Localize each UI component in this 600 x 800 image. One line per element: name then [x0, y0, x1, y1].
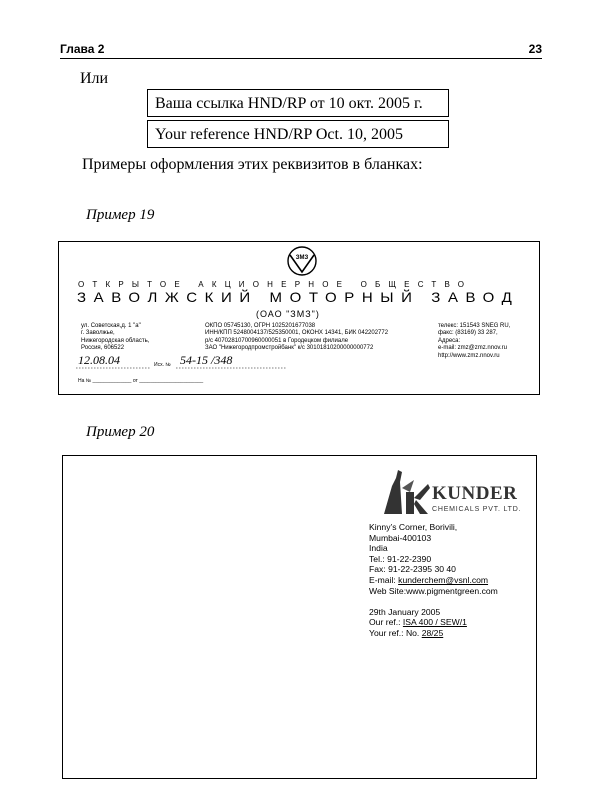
handwritten-number: 54-15 /348: [180, 353, 233, 367]
kunder-company-subtitle: CHEMICALS PVT. LTD.: [432, 506, 522, 513]
letterhead-subtitle: ОТКРЫТОЕ АКЦИОНЕРНОЕ ОБЩЕСТВО: [78, 280, 473, 289]
your-ref-label: Your ref.: No.: [369, 627, 422, 638]
date-number-line: [76, 353, 286, 370]
chapter-title: Глава 2: [60, 42, 105, 56]
contact-line: http://www.zmz.nnov.ru: [438, 352, 500, 359]
registration-line: ОКПО 05745130, ОГРН 1025201677038: [205, 323, 316, 329]
our-ref-value: ISA 400 / SEW/1: [402, 617, 467, 628]
kunder-info-block: [369, 522, 498, 639]
tel-line: Tel.: 91-22-2390: [369, 553, 432, 564]
address-line: Mumbai-400103: [369, 532, 432, 543]
contact-line: Адреса:: [438, 337, 461, 344]
kunder-company-name: KUNDER: [432, 483, 518, 504]
letterhead-address: [81, 323, 149, 353]
alternative-word: Или: [80, 70, 109, 87]
letterhead-company-name: ЗАВОЛЖСКИЙ МОТОРНЫЙ ЗАВОД: [77, 289, 520, 306]
running-header: [60, 42, 542, 59]
address-line: Россия, 606522: [81, 345, 125, 352]
address-line: Нижегородская область,: [81, 337, 150, 344]
kunder-logo-icon: [380, 468, 432, 516]
zmz-logo-icon: [285, 245, 319, 277]
registration-line: ЗАО "Нижегородпромстройбанк" к/с 30101810200000000772: [205, 345, 374, 352]
registration-line: р/с 40702810700960000051 в Городецком филиале: [205, 337, 349, 344]
outgoing-number-label: Исх. №: [154, 362, 171, 368]
contact-line: телекс: 151543 SNEG RU,: [438, 323, 511, 329]
letterhead-zmz: [58, 241, 540, 395]
letter-date: 29th January 2005: [369, 606, 441, 617]
zmz-logo-text: ЗМЗ: [295, 255, 309, 261]
email-link[interactable]: kunderchem@vsnl.com: [398, 574, 489, 585]
email-label: E-mail:: [369, 574, 399, 585]
reference-box-english: Your reference HND/RP Oct. 10, 2005: [147, 120, 449, 148]
address-line: г. Заволжье,: [81, 330, 115, 337]
address-line: ул. Советская,д. 1 "а": [81, 323, 141, 329]
letterhead-registration: [205, 323, 388, 353]
address-line: Kinny’s Corner, Borivili,: [369, 522, 458, 532]
reference-box-russian: Ваша ссылка HND/RP от 10 окт. 2005 г.: [147, 89, 449, 117]
example-19-label: Пример 19: [86, 207, 155, 223]
address-line: India: [369, 543, 388, 554]
our-ref-line: [369, 617, 498, 628]
contact-line: факс: (83169) 33 287,: [438, 330, 498, 337]
contact-line: e-mail: zmz@zmz.nnov.ru: [438, 345, 507, 352]
letterhead-kunder: [62, 455, 537, 779]
page-number: 23: [528, 42, 542, 56]
letterhead-contacts: [438, 323, 510, 360]
letterhead-short-name: (ОАО "ЗМЗ"): [256, 309, 320, 319]
your-ref-value: 28/25: [421, 627, 444, 638]
fax-line: Fax: 91-22-2395 30 40: [369, 564, 456, 575]
example-20-label: Пример 20: [86, 424, 155, 440]
intro-paragraph: Примеры оформления этих реквизитов в бланках:: [82, 156, 423, 173]
your-ref-line: [369, 628, 498, 639]
website-line: Web Site:www.pigmentgreen.com: [369, 585, 498, 596]
handwritten-date: 12.08.04: [78, 353, 120, 367]
spacer: [369, 596, 498, 607]
our-ref-label: Our ref.:: [369, 617, 403, 628]
registration-line: ИНН/КПП 5248004137/525350001, ОКОНХ 14341, БИК 042202772: [205, 330, 389, 337]
reply-reference-line: На № ______________ от _______________________: [78, 378, 204, 384]
email-line: [369, 575, 498, 586]
